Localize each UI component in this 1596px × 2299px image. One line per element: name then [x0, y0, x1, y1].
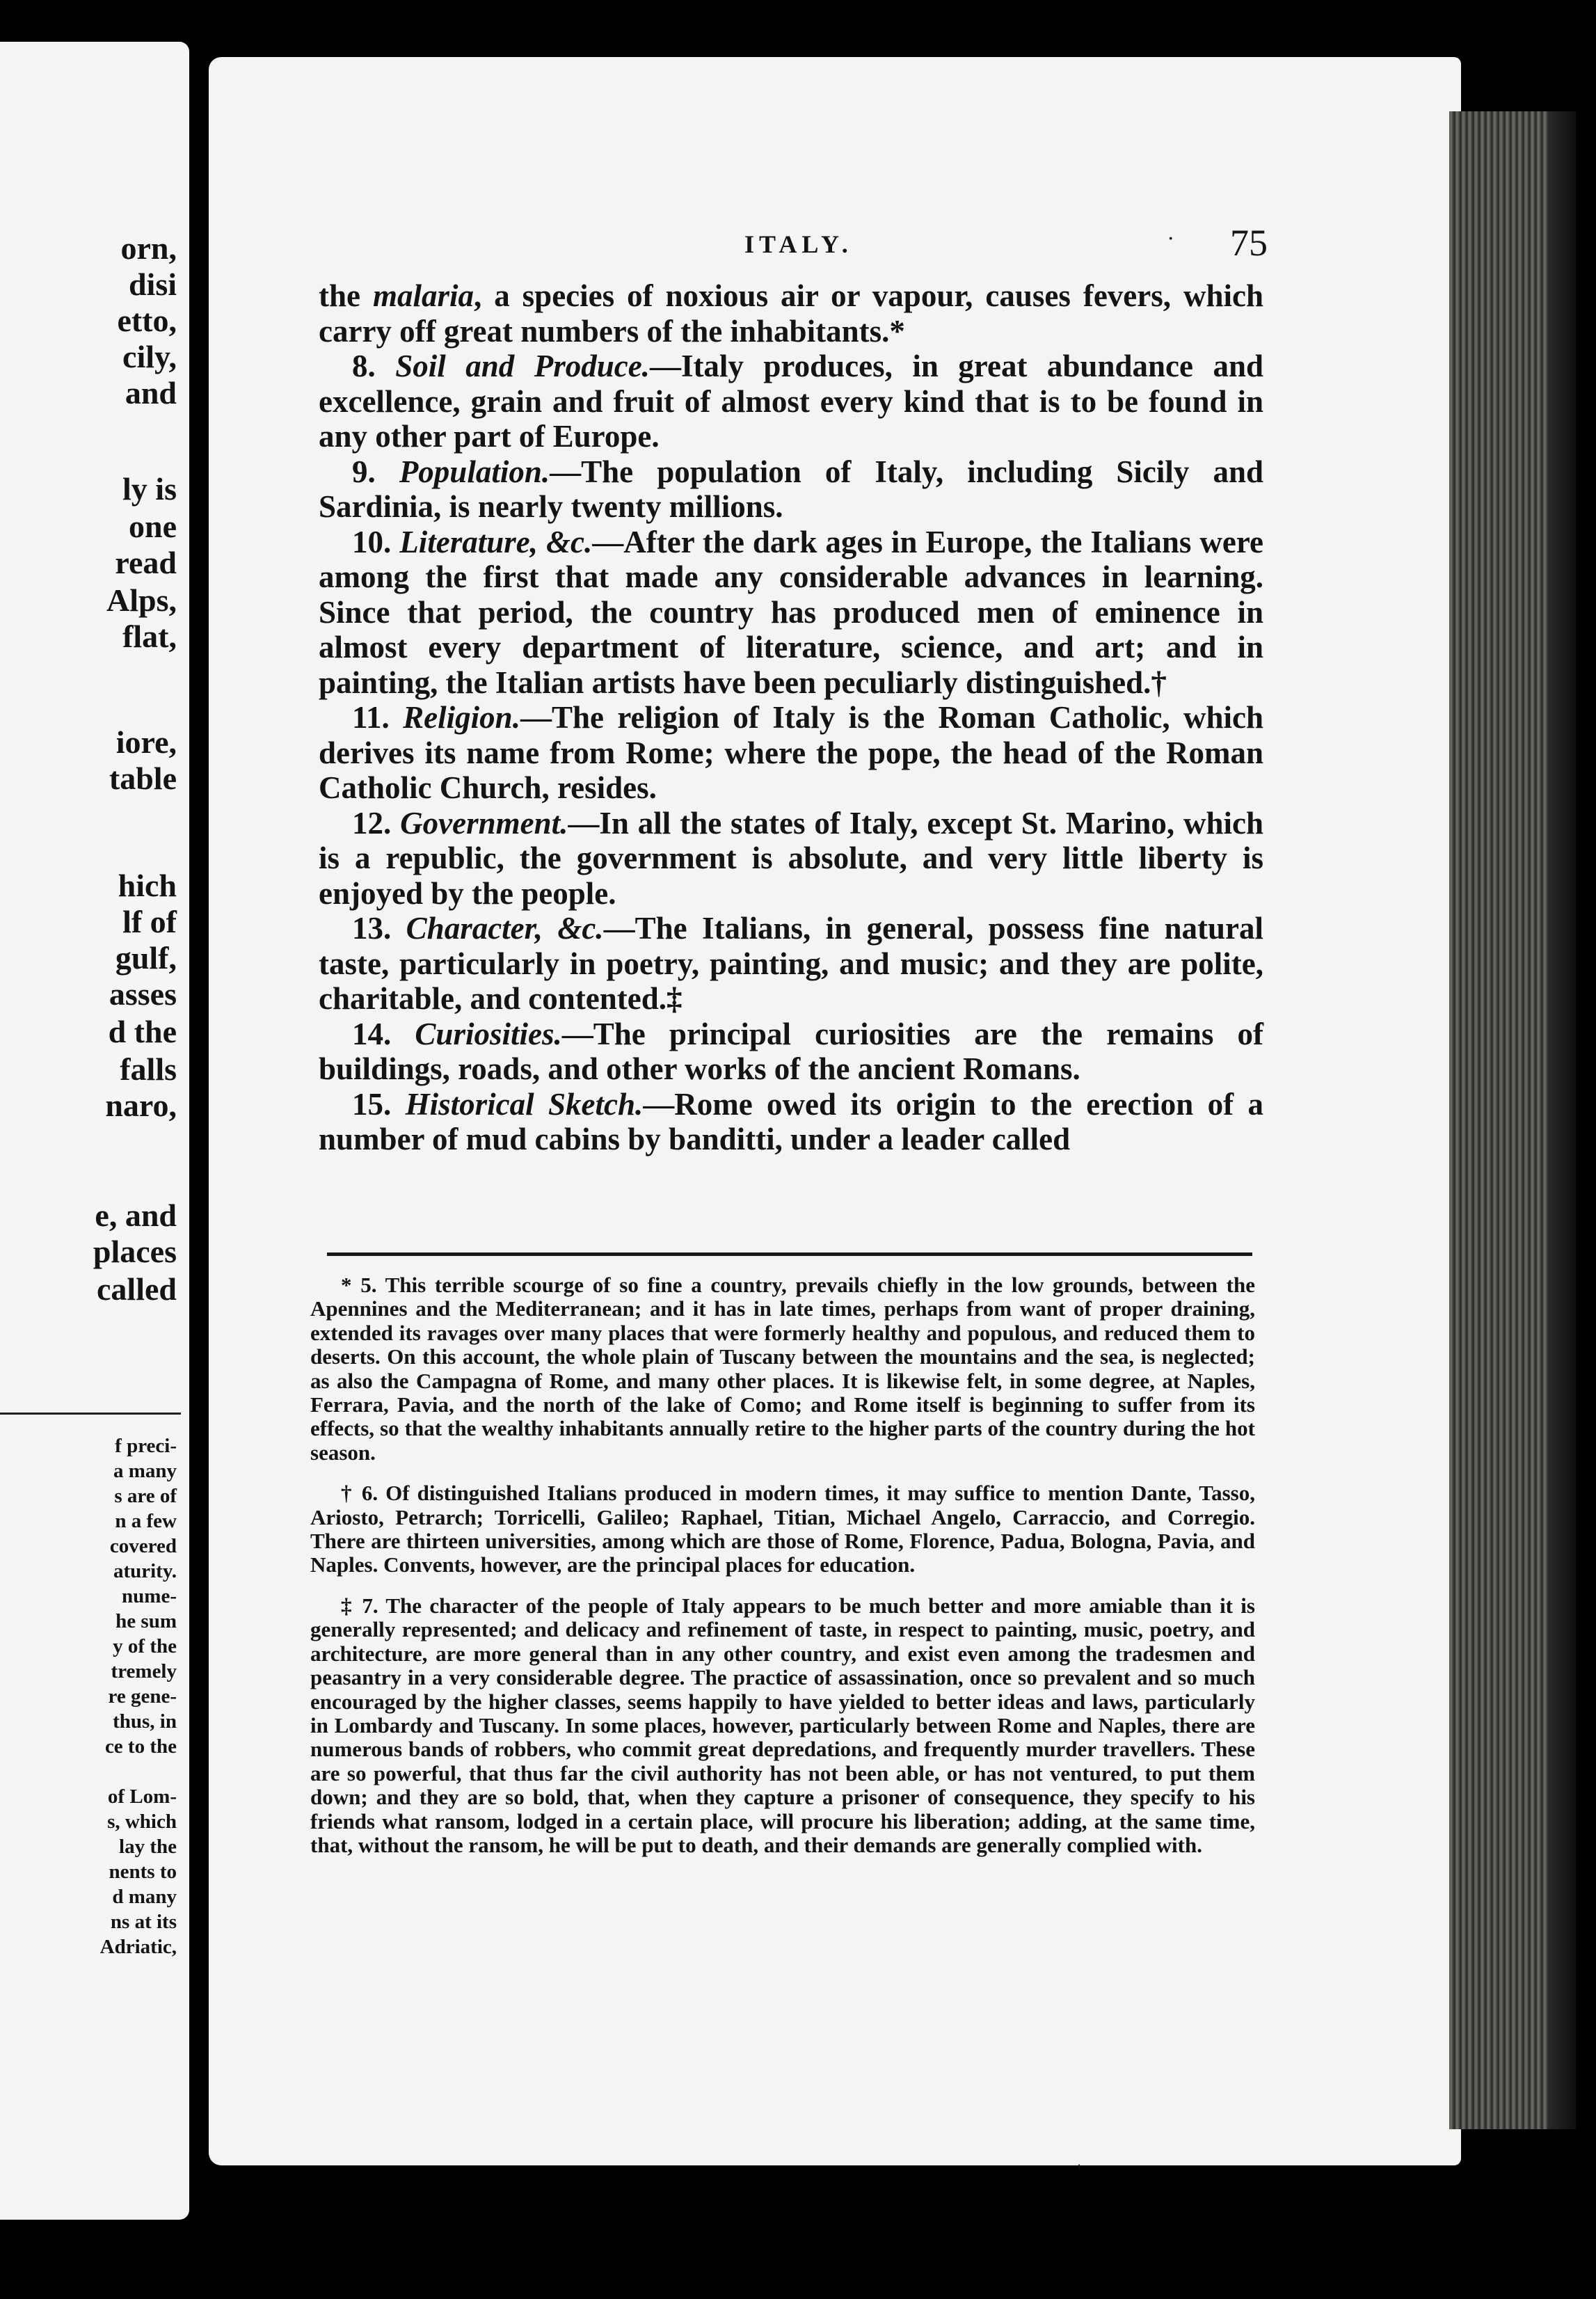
- header-dot: ·: [1167, 227, 1174, 251]
- fragment-line: d the: [108, 1014, 177, 1049]
- fragment-line: places: [93, 1234, 177, 1269]
- fragment-line: called: [97, 1271, 177, 1307]
- section-heading: Soil and Produce.: [395, 349, 650, 383]
- facing-page-fragment: [0, 42, 189, 2220]
- section-paragraph: [319, 911, 1263, 1017]
- footnote-divider: [327, 1252, 1252, 1257]
- fragment-line: Alps,: [106, 582, 177, 618]
- fragment-line: iore,: [115, 724, 177, 760]
- fragment-line: disi: [128, 267, 177, 302]
- fragment-line: he sum: [115, 1610, 177, 1632]
- fragment-line: re gene-: [108, 1685, 177, 1708]
- fragment-line: hich: [118, 868, 177, 903]
- fragment-line: and: [125, 375, 177, 411]
- fragment-line: n a few: [115, 1510, 177, 1532]
- fragment-line: naro,: [105, 1088, 177, 1123]
- section-number: 10.: [352, 524, 392, 559]
- section-paragraph: [319, 1017, 1263, 1087]
- fragment-line: f preci-: [115, 1435, 177, 1457]
- section-text: —In all the states of Italy, except St. Marino, which is a republic, the government is absolute, and very little liberty is enjoyed by the people.: [319, 805, 1264, 911]
- fragment-line: cily,: [122, 339, 177, 374]
- section-paragraph: [319, 454, 1263, 525]
- fragment-line: ns at its: [110, 1911, 177, 1933]
- fragment-line: of Lom-: [107, 1785, 177, 1808]
- section-text: —The religion of Italy is the Roman Catholic, which derives its name from Rome; where the pope, the head of the Roman Catholic Church, resides.: [319, 700, 1263, 805]
- section-paragraph: [319, 525, 1263, 701]
- fragment-line: covered: [109, 1535, 177, 1557]
- footnote: ‡ 7. The character of the people of Italy appears to be much better and more amiable than it is generally represented; and delicacy and refinement of taste, in respect to painting, music, poetry, and architecture, are more general than in any other country, and exist even among the tradesmen and peasantry in a very considerable degree. The practice of assassination, once so prevalent and so much encouraged by the higher classes, seems happily to have yielded to better ideas and laws, particularly in Lombardy and Tuscany. In some places, however, particularly between Rome and Naples, there are numerous bands of robbers, who commit great depredations, and frequently murder travellers. These are so powerful, that thus far the civil authority has not been able, or has not ventured, to put them down; and they are so bold, that, when they capture a prisoner of consequence, they specify to his friends what ransom, lodged in a certain place, will procure his liberation; adding, at the same time, that, without the ransom, he will be put to death, and their demands are generally complied with.: [310, 1593, 1255, 1857]
- fragment-line: s, which: [107, 1811, 177, 1833]
- fragment-rule: [0, 1413, 181, 1415]
- section-text: —The principal curiosities are the remains of buildings, roads, and other works of the ancient Romans.: [319, 1016, 1264, 1086]
- section-heading: Historical Sketch.: [405, 1086, 644, 1122]
- fragment-line: ly is: [122, 471, 177, 507]
- book-spine-shadow: [1548, 111, 1576, 2129]
- section-number: 11.: [352, 700, 390, 735]
- fragment-line: e, and: [95, 1198, 177, 1233]
- fragment-line: flat,: [122, 619, 177, 654]
- fragment-line: d many: [112, 1886, 177, 1908]
- fragment-line: tremely: [111, 1660, 177, 1683]
- fragment-line: ce to the: [104, 1735, 177, 1758]
- fragment-line: thus, in: [113, 1710, 177, 1733]
- section-text: —Italy produces, in great abundance and excellence, grain and fruit of almost every kind that is to be found in any other part of Europe.: [319, 349, 1263, 454]
- emphasis: malaria: [372, 278, 474, 313]
- fragment-line: lay the: [119, 1836, 177, 1858]
- page-edges: [1449, 111, 1548, 2129]
- section-number: 14.: [352, 1016, 392, 1051]
- main-text: [319, 278, 1263, 1157]
- section-text: —The population of Italy, including Sicily and Sardinia, is nearly twenty millions.: [319, 454, 1264, 524]
- section-number: 8.: [352, 349, 376, 383]
- section-heading: Religion.: [403, 700, 520, 735]
- section-heading: Curiosities.: [415, 1016, 562, 1051]
- section-heading: Literature, &c.: [399, 524, 593, 559]
- fragment-line: Adriatic,: [99, 1936, 177, 1958]
- fragment-line: lf of: [122, 904, 177, 939]
- section-heading: Government.: [400, 805, 568, 841]
- footnotes: [310, 1273, 1255, 1874]
- section-heading: Population.: [399, 454, 550, 489]
- section-number: 12.: [352, 805, 392, 841]
- page-number: 75: [1230, 222, 1268, 264]
- section-text: —After the dark ages in Europe, the Italians were among the first that made any considerable advances in learning. Since that period, the country has produced men of eminence in almost every department of literature, science, and art; and in painting, the Italian artists have been peculiarly distinguished.†: [319, 524, 1264, 700]
- fragment-line: read: [115, 545, 177, 580]
- section-number: 13.: [352, 911, 392, 946]
- fragment-line: y of the: [113, 1635, 177, 1657]
- section-paragraph: [319, 1087, 1263, 1157]
- section-text: —Rome owed its origin to the erection of a number of mud cabins by banditti, under a leader called: [319, 1086, 1264, 1156]
- fragment-line: gulf,: [115, 940, 177, 976]
- fragment-line: table: [109, 761, 177, 796]
- section-paragraph: [319, 806, 1263, 912]
- section-heading: Character, &c.: [406, 911, 604, 946]
- fragment-line: orn,: [120, 230, 177, 266]
- continued-paragraph: the malaria, a species of noxious air or vapour, causes fevers, which carry off great numbers of the inhabitants.*: [319, 278, 1263, 349]
- signature-mark: ': [1077, 2163, 1082, 2180]
- fragment-line: asses: [109, 976, 177, 1012]
- fragment-line: etto,: [117, 303, 177, 338]
- fragment-line: s are of: [114, 1485, 177, 1507]
- section-paragraph: [319, 349, 1263, 454]
- fragment-line: nume-: [122, 1585, 177, 1607]
- section-text: —The Italians, in general, possess fine natural taste, particularly in poetry, painting, and music; and they are polite, charitable, and contented.‡: [319, 911, 1264, 1016]
- running-title: ITALY.: [744, 230, 853, 258]
- fragment-line: falls: [120, 1051, 177, 1087]
- section-number: 15.: [352, 1086, 392, 1122]
- section-number: 9.: [352, 454, 376, 489]
- section-paragraph: [319, 700, 1263, 806]
- footnote: † 6. Of distinguished Italians produced in modern times, it may suffice to mention Dante, Tasso, Ariosto, Petrarch; Torricelli, Galileo; Raphael, Titian, Michael Angelo, Carraccio, and Corregio. There are thirteen universities, among which are those of Rome, Florence, Padua, Bologna, Pavia, and Naples. Convents, however, are the principal places for education.: [310, 1481, 1255, 1577]
- fragment-line: aturity.: [113, 1560, 177, 1582]
- fragment-line: a many: [113, 1460, 177, 1482]
- footnote: * 5. This terrible scourge of so fine a country, prevails chiefly in the low grounds, between the Apennines and the Mediterranean; and it has in late times, perhaps from want of proper draining, extended its ravages over many places that were formerly healthy and populous, and reduced them to deserts. On this account, the whole plain of Tuscany between the mountains and the sea, is neglected; as also the Campagna of Rome, and many other places. It is likewise felt, in some degree, at Naples, Ferrara, Pavia, and the north of the lake of Como; and Rome itself is beginning to suffer from its effects, so that the wealthy inhabitants annually retire to the higher parts of the country during the hot season.: [310, 1273, 1255, 1465]
- fragment-line: one: [129, 509, 177, 544]
- fragment-line: nents to: [109, 1861, 177, 1883]
